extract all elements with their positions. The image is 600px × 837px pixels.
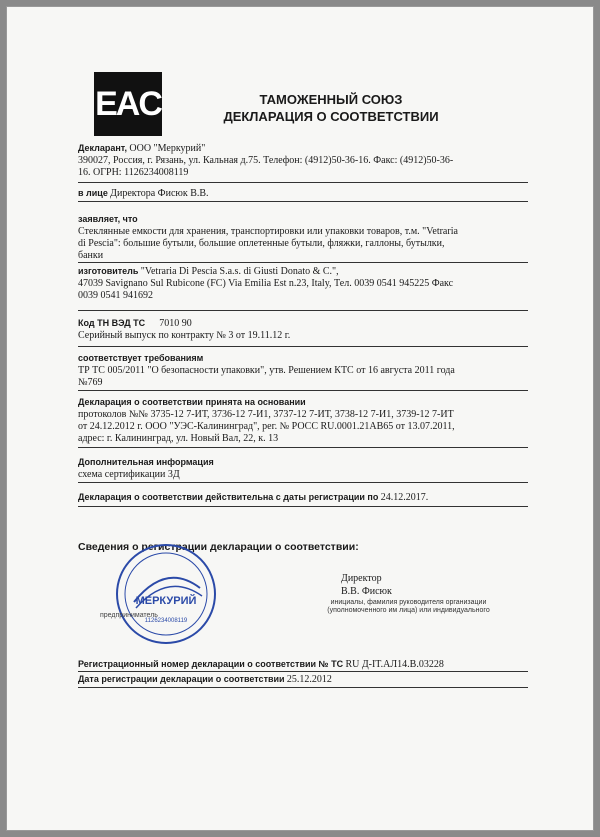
reg-date-label: Дата регистрации декларации о соответствии (78, 674, 285, 684)
person-value: Директора Фисюк В.В. (110, 188, 209, 199)
registration-info-label: Сведения о регистрации декларации о соответствии: (78, 541, 359, 553)
declarant-block (78, 142, 528, 179)
divider (78, 506, 528, 507)
requirements-line2: №769 (78, 377, 103, 388)
divider (78, 201, 528, 202)
basis-line2: от 24.12.2012 г. ООО "УЭС-Калининград", рег. № РОСС RU.0001.21АВ65 от 13.07.2011, (78, 421, 455, 432)
divider (78, 262, 528, 263)
manufacturer-name: "Vetraria Di Pescia S.a.s. di Giusti Donato & C.", (140, 266, 339, 277)
basis-label: Декларация о соответствии принята на основании (78, 397, 306, 407)
declarant-label: Декларант, (78, 143, 128, 153)
manufacturer-address: 47039 Savignano Sul Rubicone (FC) Via Emilia Est n.23, Italy, Тел. 0039 0541 945225 Факс (78, 278, 454, 289)
code-value: 7010 90 (159, 318, 192, 329)
code-label: Код ТН ВЭД ТС (78, 318, 146, 328)
statement-block (78, 213, 528, 262)
statement-label: заявляет, что (78, 214, 138, 224)
person-block (78, 187, 528, 200)
stamp-text: МЕРКУРИЙ (135, 595, 197, 607)
title-line1: ТАМОЖЕННЫЙ СОЮЗ (259, 92, 403, 107)
basis-block (78, 396, 528, 445)
reg-number-block (78, 658, 528, 671)
divider (78, 687, 528, 688)
company-stamp (114, 542, 218, 646)
basis-line3: адрес: г. Калининград, ул. Новый Вал, 22, к. 13 (78, 433, 279, 444)
requirements-line1: ТР ТС 005/2011 "О безопасности упаковки", утв. Решением КТС от 16 августа 2011 года (78, 365, 455, 376)
title-line2: ДЕКЛАРАЦИЯ О СООТВЕТСТВИИ (223, 109, 439, 124)
eac-logo (94, 72, 162, 136)
signer-note-line1: инициалы, фамилия руководителя организации (330, 599, 487, 606)
validity-label: Декларация о соответствии действительна с даты регистрации по (78, 492, 379, 502)
signer-note (306, 599, 511, 615)
requirements-block (78, 352, 528, 389)
extra-value: схема сертификации 3Д (78, 469, 180, 480)
declarant-address: 390027, Россия, г. Рязань, ул. Кальная д.75. Телефон: (4912)50-36-16. Факс: (4912)50-36- (78, 155, 454, 166)
signer-name: В.В. Фисюк (341, 586, 392, 597)
statement-line1: Стеклянные емкости для хранения, транспортировки или упаковки товаров, т.м. "Vetraria (78, 226, 458, 237)
validity-value: 24.12.2017. (380, 492, 429, 503)
validity-block (78, 491, 528, 504)
statement-line2: di Pescia": большие бутыли, большие оплетенные бутыли, фляжки, галлоны, бутылки, (78, 238, 445, 249)
divider (78, 346, 528, 347)
reg-date-block (78, 673, 528, 686)
signer-note-line2: (уполномоченного им лица) или индивидуального (327, 607, 490, 614)
divider (78, 671, 528, 672)
divider (78, 447, 528, 448)
extra-label: Дополнительная информация (78, 457, 214, 467)
requirements-label: соответствует требованиям (78, 353, 204, 363)
declarant-name: ООО "Меркурий" (129, 143, 206, 154)
basis-line1: протоколов №№ 3735-12 7-ИТ, 3736-12 7-И1, 3737-12 7-ИТ, 3738-12 7-И1, 3739-12 7-ИТ (78, 409, 454, 420)
serial-production: Серийный выпуск по контракту № 3 от 19.11.12 г. (78, 330, 291, 341)
statement-line3: банки (78, 250, 104, 261)
manufacturer-block (78, 265, 528, 302)
manufacturer-label: изготовитель (78, 266, 139, 276)
document-page (6, 6, 594, 831)
eac-logo-text: EAC (95, 84, 161, 123)
reg-number-value: RU Д-IT.АЛ14.В.03228 (345, 659, 444, 670)
divider (78, 182, 528, 183)
person-label: в лице (78, 188, 108, 198)
stamp-place-label: предприниматель (100, 612, 158, 619)
divider (78, 310, 528, 311)
manufacturer-fax: 0039 0541 941692 (78, 290, 153, 301)
declarant-ogrn: 16. ОГРН: 1126234008119 (78, 167, 189, 178)
extra-block (78, 456, 528, 481)
reg-number-label: Регистрационный номер декларации о соответствии № ТС (78, 659, 344, 669)
declaration-document (6, 6, 594, 831)
divider (78, 390, 528, 391)
reg-date-value: 25.12.2012 (286, 674, 332, 685)
signer-title: Директор (341, 573, 382, 584)
divider (78, 482, 528, 483)
code-block (78, 317, 528, 342)
stamp-sub: 1126234008119 (144, 618, 188, 624)
